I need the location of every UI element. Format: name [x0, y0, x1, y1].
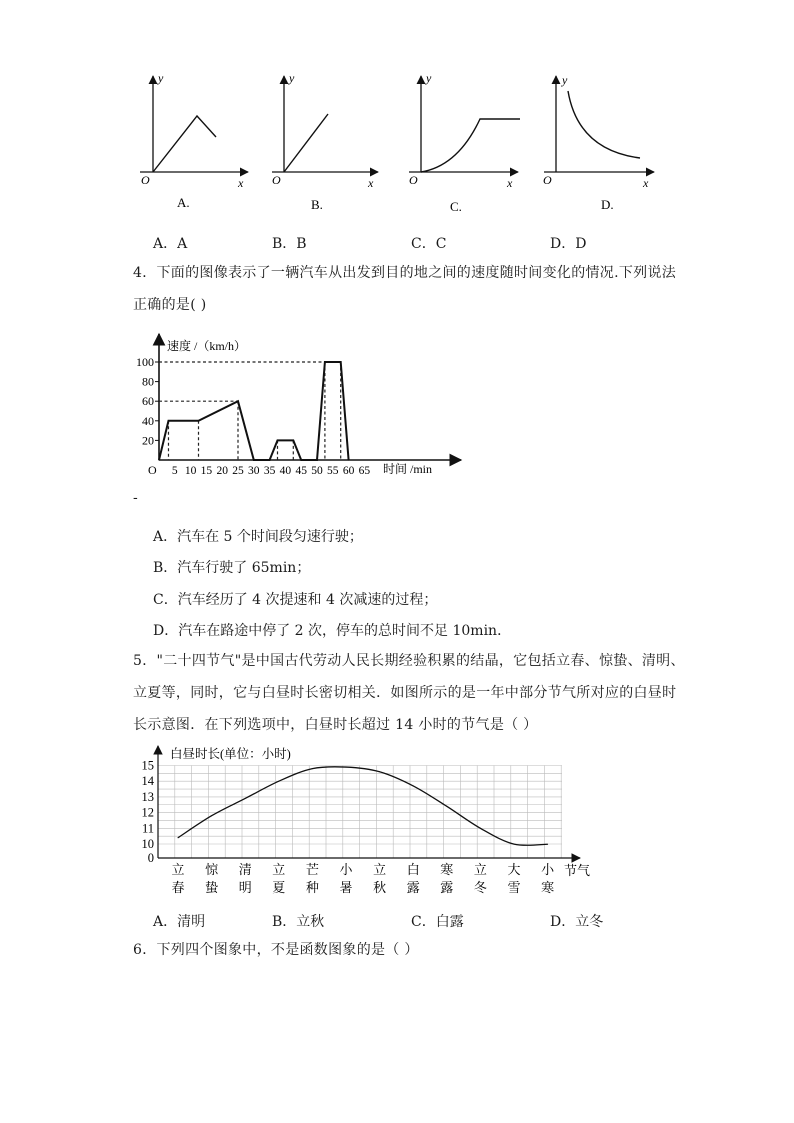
daylight-category-label: 秋: [373, 880, 387, 895]
speed-xtick-label: 5: [171, 465, 178, 477]
graph-c: [409, 71, 520, 214]
q4-question-line-2: 正确的是( ): [133, 297, 207, 313]
daylight-data-point: [346, 767, 347, 768]
q3-option-a[interactable]: A．A: [153, 236, 188, 252]
graph-a-curve: [153, 116, 216, 172]
daylight-category-label: 夏: [272, 880, 286, 895]
speed-data-point: [237, 401, 238, 402]
speed-xtick-label: 35: [263, 465, 276, 477]
daylight-ytick-label: 13: [141, 789, 154, 804]
daylight-ylabel: 白昼时长(单位：小时): [170, 747, 291, 761]
q5-question-line-1: 5．"二十四节气"是中国古代劳动人民长期经验积累的结晶，它包括立春、惊蛰、清明、: [133, 653, 685, 669]
graph-c-origin: O: [409, 173, 418, 187]
q4-option-a[interactable]: A．汽车在 5 个时间段匀速行驶；: [153, 529, 363, 545]
graph-b-origin: O: [272, 173, 281, 187]
speed-xtick-label: 20: [216, 465, 228, 477]
daylight-category-label: 小: [339, 862, 353, 877]
graph-d-caption: D.: [601, 197, 614, 212]
graph-c-y-label: y: [426, 71, 432, 85]
speed-chart-series-line: [159, 362, 349, 460]
graph-a-x-label: x: [238, 176, 244, 190]
q5-option-a[interactable]: A．清明: [153, 914, 206, 930]
speed-data-point: [293, 440, 294, 441]
graph-d-curve: [568, 91, 640, 158]
daylight-category-label: 露: [406, 880, 420, 895]
speed-ytick-label: 100: [136, 355, 154, 369]
speed-data-point: [340, 361, 341, 362]
q4-option-b[interactable]: B．汽车行驶了 65min；: [153, 560, 311, 576]
graph-c-curve: [421, 119, 520, 172]
speed-data-point: [198, 420, 199, 421]
daylight-ytick-label: 15: [141, 758, 154, 773]
q5-question-line-3: 长示意图．在下列选项中，白昼时长超过 14 小时的节气是（ ）: [133, 717, 538, 733]
daylight-category-label: 白: [406, 862, 420, 877]
q3-option-c[interactable]: C．C: [411, 236, 447, 252]
graph-d-y-label: y: [562, 73, 568, 87]
graph-b-y-label: y: [289, 71, 295, 85]
speed-data-point: [168, 420, 169, 421]
daylight-ytick-label: 10: [141, 837, 154, 851]
q6-question-line-1: 6．下列四个图象中，不是函数图象的是（ ）: [133, 942, 419, 958]
daylight-category-label: 雪: [507, 880, 521, 895]
speed-ytick-label: 80: [142, 374, 154, 389]
daylight-xlabel: 节气: [564, 863, 591, 878]
graph-d-origin: O: [543, 173, 552, 187]
q5-question-line-2: 立夏等，同时，它与白昼时长密切相关．如图所示的是一年中部分节气所对应的白昼时: [133, 685, 677, 701]
speed-chart-ylabel: 速度 /（km/h）: [167, 339, 247, 353]
graph-a-origin: O: [141, 173, 150, 187]
graph-a-caption: A.: [177, 195, 190, 210]
daylight-category-label: 寒: [541, 880, 555, 895]
graph-b: [272, 71, 378, 212]
speed-xtick-label: 15: [200, 465, 213, 477]
q5-option-b[interactable]: B．立秋: [272, 914, 325, 930]
speed-data-point: [324, 361, 325, 362]
daylight-series-curve: [178, 767, 548, 846]
speed-data-point: [253, 459, 254, 460]
q5-option-c[interactable]: C．白露: [411, 914, 464, 930]
graph-b-curve: [284, 114, 328, 172]
daylight-category-label: 立: [272, 862, 286, 877]
q4-question-line-1: 4．下面的图像表示了一辆汽车从出发到目的地之间的速度随时间变化的情况.下列说法: [133, 265, 677, 281]
daylight-ytick-label: 11: [141, 821, 154, 836]
daylight-category-label: 清: [238, 862, 252, 877]
daylight-data-point: [245, 798, 246, 799]
daylight-category-label: 寒: [440, 862, 454, 877]
daylight-category-label: 芒: [305, 862, 319, 877]
graph-c-x-label: x: [507, 176, 513, 190]
daylight-category-label: 小: [541, 862, 555, 877]
q5-option-d[interactable]: D．立冬: [550, 914, 604, 930]
q4-option-c[interactable]: C．汽车经历了 4 次提速和 4 次减速的过程；: [153, 592, 438, 608]
graph-a-y-label: y: [158, 71, 164, 85]
daylight-data-point: [547, 844, 548, 845]
q3-option-b[interactable]: B．B: [272, 236, 307, 252]
speed-xtick-label: 50: [311, 465, 323, 477]
speed-data-point: [158, 459, 159, 460]
daylight-ytick-label: 12: [141, 805, 154, 820]
daylight-data-point: [514, 844, 515, 845]
daylight-category-label: 暑: [339, 880, 353, 895]
daylight-category-label: 春: [171, 880, 185, 895]
daylight-category-label: 冬: [473, 880, 487, 895]
daylight-category-label: 立: [473, 862, 487, 877]
speed-xtick-label: 45: [295, 465, 307, 477]
speed-ytick-label: 20: [142, 433, 154, 448]
daylight-data-point: [278, 781, 279, 782]
speed-data-point: [301, 459, 302, 460]
speed-xtick-label: 65: [358, 465, 371, 477]
daylight-data-point: [446, 806, 447, 807]
speed-time-chart: [125, 326, 465, 486]
speed-data-point: [348, 459, 349, 460]
speed-xtick-label: 30: [248, 465, 260, 477]
daylight-category-label: 立: [373, 862, 387, 877]
q4-option-d[interactable]: D．汽车在路途中停了 2 次，停车的总时间不足 10min．: [153, 623, 512, 639]
daylight-category-label: 惊: [205, 862, 219, 877]
daylight-ytick-label: 14: [141, 774, 154, 789]
daylight-category-label: 明: [238, 880, 252, 895]
daylight-category-label: 蛰: [205, 880, 219, 895]
speed-xtick-label: 25: [232, 465, 244, 477]
daylight-category-label: 大: [507, 862, 521, 877]
q4-stray-mark: -: [133, 490, 138, 506]
graph-d: [543, 73, 654, 212]
graph-b-caption: B.: [311, 197, 323, 212]
daylight-category-label: 种: [305, 880, 319, 895]
speed-xtick-label: 10: [184, 465, 197, 477]
graph-c-caption: C.: [450, 199, 462, 214]
daylight-data-point: [211, 815, 212, 816]
speed-xtick-label: 60: [342, 465, 355, 477]
daylight-ytick-label: 0: [147, 851, 154, 865]
graph-a: [140, 71, 248, 210]
q3-graphs: [0, 0, 794, 225]
speed-data-point: [269, 459, 270, 460]
daylight-data-point: [379, 771, 380, 772]
speed-data-point: [277, 440, 278, 441]
speed-chart-xlabel: 时间 /min: [383, 462, 433, 476]
speed-xtick-label: 40: [279, 465, 292, 477]
speed-data-point: [316, 459, 317, 460]
daylight-category-label: 立: [171, 862, 185, 877]
speed-ytick-label: 60: [142, 394, 154, 409]
daylight-data-point: [312, 768, 313, 769]
speed-chart-origin: O: [148, 463, 157, 477]
graph-d-x-label: x: [643, 176, 649, 190]
speed-ytick-label: 40: [142, 413, 154, 428]
daylight-category-label: 露: [440, 880, 454, 895]
daylight-chart: [130, 742, 610, 902]
graph-b-x-label: x: [368, 176, 374, 190]
daylight-data-point: [413, 785, 414, 786]
daylight-data-point: [480, 828, 481, 829]
daylight-data-point: [178, 837, 179, 838]
speed-xtick-label: 55: [327, 465, 339, 477]
q3-option-d[interactable]: D．D: [550, 236, 587, 252]
